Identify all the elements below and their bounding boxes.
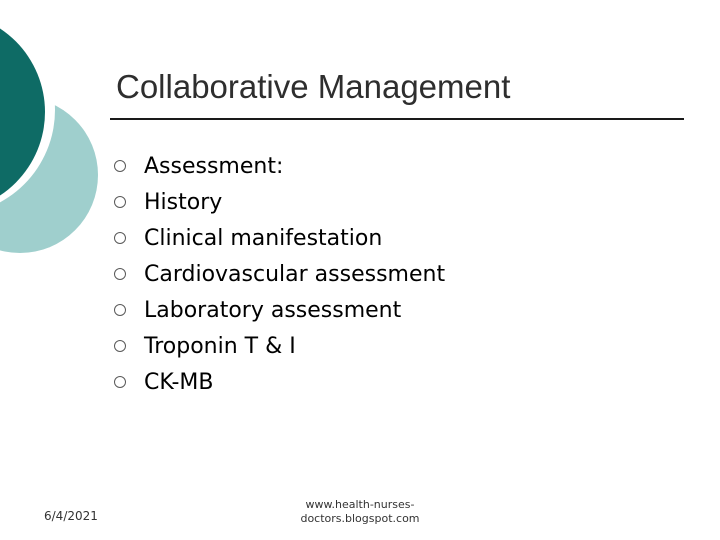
slide-footer xyxy=(250,498,470,526)
hollow-circle-bullet-icon xyxy=(114,196,126,208)
title-underline xyxy=(110,118,684,120)
hollow-circle-bullet-icon xyxy=(114,376,126,388)
hollow-circle-bullet-icon xyxy=(114,304,126,316)
bullet-text: Clinical manifestation xyxy=(144,225,383,251)
bullet-text: History xyxy=(144,189,223,215)
bullet-text: CK-MB xyxy=(144,369,214,395)
list-item xyxy=(112,184,445,220)
bullet-text: Troponin T & I xyxy=(144,333,296,359)
list-item xyxy=(112,220,445,256)
bullet-text: Laboratory assessment xyxy=(144,297,402,323)
bullet-text: Assessment: xyxy=(144,153,284,179)
footer-url-line-2: doctors.blogspot.com xyxy=(300,512,420,525)
hollow-circle-bullet-icon xyxy=(114,340,126,352)
list-item xyxy=(112,364,445,400)
list-item xyxy=(112,148,445,184)
list-item xyxy=(112,292,445,328)
hollow-circle-bullet-icon xyxy=(114,268,126,280)
slide-title: Collaborative Management xyxy=(116,68,511,105)
bullet-list xyxy=(112,148,445,400)
hollow-circle-bullet-icon xyxy=(114,232,126,244)
bullet-text: Cardiovascular assessment xyxy=(144,261,446,287)
list-item xyxy=(112,328,445,364)
hollow-circle-bullet-icon xyxy=(114,160,126,172)
list-item xyxy=(112,256,445,292)
footer-url-line-1: www.health-nurses- xyxy=(305,498,415,511)
slide-date: 6/4/2021 xyxy=(44,509,98,523)
